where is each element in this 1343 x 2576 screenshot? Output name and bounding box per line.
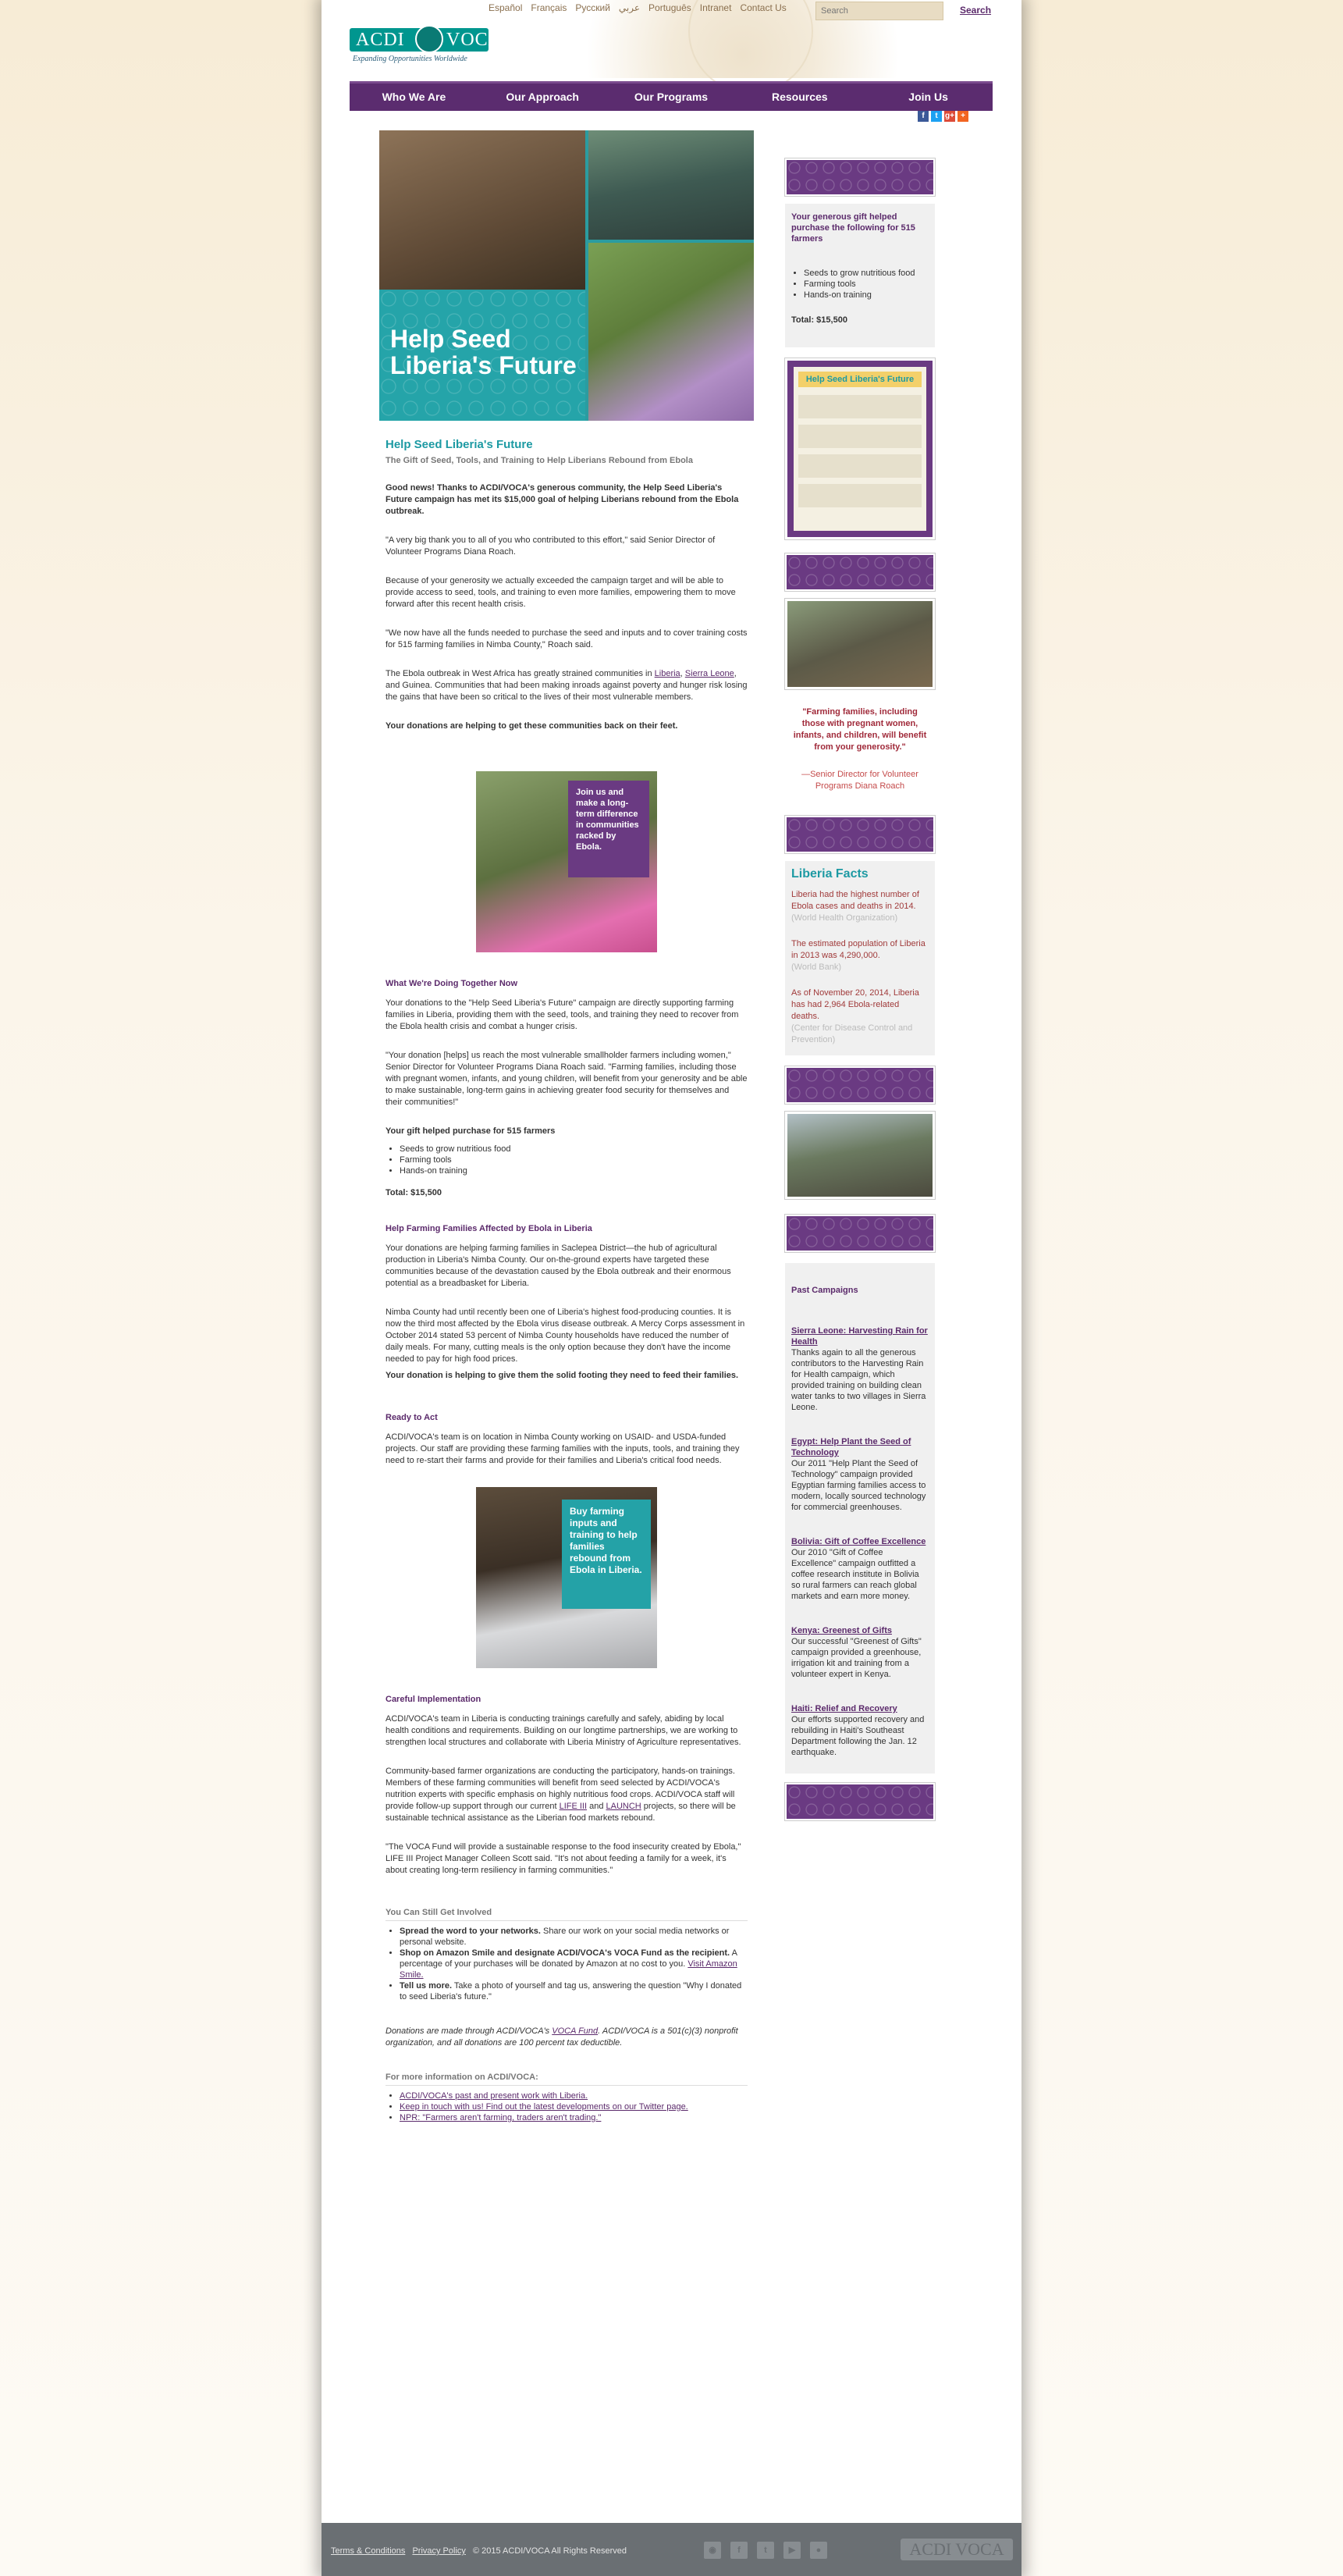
list-item (400, 2090, 748, 2101)
nav-our-programs[interactable]: Our Programs (634, 91, 709, 103)
more-links (400, 2090, 748, 2123)
liberia-facts (785, 861, 935, 1055)
poster-row (798, 454, 922, 478)
fact-text: Liberia had the highest number of Ebola cases and deaths in 2014. (791, 890, 919, 911)
twitter-icon[interactable]: t (757, 2542, 774, 2559)
sidebar-quote-attribution: —Senior Director for Volunteer Programs Diana Roach (801, 770, 918, 791)
fact-source: (World Health Organization) (791, 913, 898, 923)
fact-text: The estimated population of Liberia in 2013 was 4,290,000. (791, 939, 926, 960)
poster-row (798, 484, 922, 507)
hero-image (379, 130, 754, 421)
facebook-icon[interactable]: f (730, 2542, 748, 2559)
paragraph: Your donations are helping farming families in Saclepea District—the hub of agricultural production in Liberia's Nimba County. Our on-the-ground experts have targeted these communities because of the devastation caused by the Ebola outbreak and their enormous potential as a breadbasket for Liberia. (385, 1244, 731, 1288)
paragraph: "We now have all the funds needed to purchase the seed and inputs and to cover training costs for 515 farming families in Nimba County," Roach said. (385, 628, 748, 649)
page-subtitle: The Gift of Seed, Tools, and Training to Help Liberians Rebound from Ebola (385, 456, 693, 465)
contact-link[interactable]: Contact Us (740, 2, 787, 13)
life-iii-link[interactable]: LIFE III (559, 1802, 588, 1811)
poster-row (798, 395, 922, 418)
facebook-icon[interactable]: f (918, 111, 929, 122)
divider (385, 2085, 748, 2086)
text: Take a photo of yourself and tag us, answering the question "Why I donated to seed Liberia's future." (400, 1981, 742, 2001)
amazon-smile-link[interactable]: Visit Amazon Smile. (400, 1959, 737, 1980)
campaign-link[interactable]: Sierra Leone: Harvesting Rain for Health (791, 1326, 928, 1347)
text: The Ebola outbreak in West Africa has greatly strained communities in (385, 669, 655, 678)
copyright: © 2015 ACDI/VOCA All Rights Reserved (472, 2546, 627, 2556)
gift-title: Your gift helped purchase for 515 farmers (385, 1126, 556, 1136)
youtube-icon[interactable]: ▶ (783, 2542, 801, 2559)
campaign-link[interactable]: Egypt: Help Plant the Seed of Technology (791, 1437, 911, 1457)
nav-join-us[interactable]: Join Us (908, 91, 948, 103)
logo-text-right: VOCA (446, 30, 503, 50)
sidebar-quote: "Farming families, including those with pregnant women, infants, and children, will benefit from your generosity." (793, 707, 927, 752)
text: Share our work on your social media networks or personal website. (400, 1927, 730, 1947)
section-title: For more information on ACDI/VOCA: (385, 2073, 538, 2082)
globe-icon (415, 25, 443, 53)
liberia-link[interactable]: Liberia (654, 669, 680, 678)
list-item (400, 1948, 748, 1980)
nav-who-we-are[interactable]: Who We Are (382, 91, 446, 103)
footer-social (704, 2542, 827, 2559)
logo[interactable] (350, 25, 503, 64)
hero-title-line1: Help Seed (390, 325, 511, 353)
nav-our-approach[interactable]: Our Approach (506, 91, 579, 103)
section-title: You Can Still Get Involved (385, 1908, 492, 1917)
rss-icon[interactable]: ◉ (704, 2542, 721, 2559)
search-button[interactable]: Search (960, 5, 992, 16)
lang-link[interactable]: عربي (618, 2, 641, 13)
text: A percentage of your purchases will be donated by Amazon at no cost to you. (400, 1948, 737, 1969)
text: Community-based farmer organizations are conducting the participatory, hands-on trainings. Members of these farming communities will benefit from seed selected by ACDI/VOCA's nutrition experts with specific emphasis on highly nutritious food crops. ACDI/VOCA staff will provide follow-up support through our current (385, 1767, 735, 1811)
paragraph (385, 668, 748, 703)
paragraph: Your donation is helping to give them the solid footing they need to feed their families. (385, 1371, 739, 1380)
past-campaigns-title: Past Campaigns (791, 1286, 858, 1295)
flickr-icon[interactable]: ● (810, 2542, 827, 2559)
campaign-desc: Thanks again to all the generous contributors to the Harvesting Rain for Health campaign, which provided training on building clean water tanks to two villages in Sierra Leone. (791, 1348, 926, 1412)
section-title: Ready to Act (385, 1413, 438, 1422)
list-item: • Hands-on training (804, 290, 929, 301)
photo-farmers-field (785, 599, 935, 689)
google-plus-icon[interactable]: g+ (945, 112, 954, 120)
photo-girl-caption: Join us and make a long-term difference in communities racked by Ebola. (568, 781, 649, 877)
list-item (400, 1926, 748, 1948)
text: projects, so there will be sustainable technical assistance as the Liberian food markets rebound. (385, 1802, 736, 1823)
search-input[interactable] (815, 2, 943, 20)
section-title: What We're Doing Together Now (385, 979, 518, 988)
paragraph: ACDI/VOCA's team is on location in Nimba County working on USAID- and USDA-funded projects. Our staff are providing these farming families with the inputs, tools, and training they need to re-start their farms and provide for their families and Liberia's critical food needs. (385, 1432, 740, 1465)
terms-link[interactable]: Terms & Conditions (331, 2546, 406, 2556)
campaign-link[interactable]: Haiti: Relief and Recovery (791, 1704, 897, 1713)
paragraph: Your donations to the "Help Seed Liberia's Future" campaign are directly supporting farming families in Liberia, providing them with the seed, tools, and training they need to recover from the Ebola health crisis and combat a hunger crisis. (385, 998, 739, 1031)
hero-title-line2: Liberia's Future (390, 351, 577, 379)
hero-photo-child (588, 130, 754, 240)
text: Shop on Amazon Smile and designate ACDI/VOCA's VOCA Fund as the recipient. (400, 1948, 730, 1958)
wave-banner (785, 1215, 935, 1252)
text: Tell us more. (400, 1981, 453, 1991)
launch-link[interactable]: LAUNCH (606, 1802, 641, 1811)
campaign-desc: Our 2010 "Gift of Coffee Excellence" campaign outfitted a coffee research institute in Bolivia so rural farmers can reach global markets and earn more money. (791, 1548, 919, 1601)
main-nav (350, 81, 993, 111)
share-icon[interactable]: + (958, 111, 968, 122)
wave-banner (785, 158, 935, 196)
paragraph: "The VOCA Fund will provide a sustainable response to the food insecurity created by Ebola," LIFE III Project Manager Colleen Scott said. "It's not about feeding a family for a week, it's about creating long-term resiliency in farming communities." (385, 1842, 741, 1875)
fact-text: As of November 20, 2014, Liberia has had 2,964 Ebola-related deaths. (791, 988, 919, 1021)
list-item (400, 2101, 748, 2112)
past-campaigns (785, 1263, 935, 1774)
footer-logo[interactable]: ACDI VOCA (901, 2539, 1013, 2560)
list-item: • Farming tools (804, 279, 929, 290)
section-title: Careful Implementation (385, 1695, 481, 1704)
privacy-link[interactable]: Privacy Policy (412, 2546, 466, 2556)
paragraph (385, 1766, 748, 1824)
main-content (379, 130, 754, 2139)
list-item: • Seeds to grow nutritious food (804, 268, 929, 279)
facts-title: Liberia Facts (791, 867, 869, 881)
list-item: • Seeds to grow nutritious food (400, 1144, 748, 1155)
list-item: • Farming tools (400, 1155, 748, 1165)
photo-girl (476, 771, 657, 952)
paragraph: Your donations are helping to get these communities back on their feet. (385, 721, 678, 731)
gift-total: Total: $15,500 (385, 1188, 442, 1197)
paragraph: ACDI/VOCA's team in Liberia is conducting trainings carefully and safely, abiding by local health conditions and requirements. Building on our longtime partnerships, we are working to strengthen local structures and collaborate with Liberia Ministry of Agriculture representatives. (385, 1714, 741, 1747)
sidebar (785, 158, 935, 1828)
poster-row (798, 425, 922, 448)
intranet-link[interactable]: Intranet (699, 2, 732, 13)
donation-note (385, 2026, 748, 2049)
lang-link[interactable]: Français (531, 2, 567, 13)
fact-source: (Center for Disease Control and Prevention) (791, 1023, 913, 1044)
social-links (918, 111, 968, 122)
voca-fund-link[interactable]: VOCA Fund (552, 2026, 599, 2036)
page-title: Help Seed Liberia's Future (385, 438, 533, 451)
section-title: Help Farming Families Affected by Ebola in Liberia (385, 1224, 592, 1233)
wave-banner (785, 553, 935, 591)
hero-photo-family (379, 130, 585, 290)
campaign-desc: Our successful "Greenest of Gifts" campaign provided a greenhouse, irrigation kit and training from a volunteer expert in Kenya. (791, 1637, 922, 1679)
text: . ACDI/VOCA is a 501(c)(3) nonprofit organization, and all donations are 100 percent tax deductible. (385, 2026, 738, 2048)
sierra-leone-link[interactable]: Sierra Leone (684, 669, 734, 678)
hero-photo-woman (588, 243, 754, 421)
list-item: • Hands-on training (400, 1165, 748, 1176)
sidebar-gift-title: Your generous gift helped purchase the following for 515 farmers (791, 212, 915, 244)
list-item (400, 1980, 748, 2002)
paragraph: "Your donation [helps] us reach the most vulnerable smallholder farmers including women," Senior Director for Volunteer Programs Diana Roach said. "Farming families, including those with pregnant women, infants, and young children, will benefit from your generosity and be able to make sustainable, long-term gains in achieving greater food security for themselves and their communities!" (385, 1051, 748, 1107)
lang-link[interactable]: Español (489, 2, 523, 13)
fact-source: (World Bank) (791, 962, 841, 972)
sidebar-gift-list (804, 268, 929, 301)
list-item (400, 2112, 748, 2123)
poster-title: Help Seed Liberia's Future (798, 372, 922, 387)
logo-tagline: Expanding Opportunities Worldwide (353, 55, 467, 63)
photo-farmers-group (785, 1112, 935, 1199)
text: Spread the word to your networks. (400, 1927, 541, 1936)
logo-text-left: ACDI (356, 30, 405, 50)
hero-title (390, 326, 577, 379)
paragraph: Nimba County had until recently been one of Liberia's highest food-producing counties. It is now the third most affected by the Ebola virus disease outbreak. A Mercy Corps assessment in October 2014 stated 53 percent of Nimba County households have reduced the number of daily meals. For many, cutting meals is the only option because they don't have the income needed to pay for high food prices. (385, 1308, 745, 1364)
paragraph: Because of your generosity we actually exceeded the campaign target and will be able to provide access to seed, tools, and training to even more families, empowering them to move forward after this recent health crisis. (385, 576, 736, 609)
sidebar-gift-box (785, 204, 935, 347)
campaign-desc: Our 2011 "Help Plant the Seed of Technology" campaign provided Egyptian farming families access to modern, locally sourced technology for commercial greenhouses. (791, 1459, 926, 1512)
text: , (680, 669, 685, 678)
lang-link[interactable]: Русский (575, 2, 610, 13)
page (322, 0, 1021, 2576)
divider (385, 1920, 748, 1921)
globe-graphic (688, 0, 813, 94)
text: Donations are made through ACDI/VOCA's (385, 2026, 552, 2036)
nav-resources[interactable]: Resources (771, 91, 828, 103)
intro-paragraph: Good news! Thanks to ACDI/VOCA's generous community, the Help Seed Liberia's Future campaign has met its $15,000 goal of helping Liberians rebound from the Ebola outbreak. (385, 483, 739, 516)
twitter-icon[interactable]: t (931, 111, 942, 122)
campaign-desc: Our efforts supported recovery and rebuilding in Haiti's Southeast Department following the Jan. 12 earthquake. (791, 1715, 925, 1757)
sidebar-gift-total: Total: $15,500 (791, 315, 847, 325)
campaign-link[interactable]: Bolivia: Gift of Coffee Excellence (791, 1537, 926, 1546)
language-links (489, 2, 787, 13)
photo-farmer (476, 1487, 657, 1668)
wave-banner (785, 1783, 935, 1820)
lang-link[interactable]: Português (648, 2, 691, 13)
paragraph: "A very big thank you to all of you who contributed to this effort," said Senior Director of Volunteer Programs Diana Roach. (385, 535, 716, 557)
liberia-work-link[interactable]: ACDI/VOCA's past and present work with Liberia. (400, 2091, 588, 2101)
footer (322, 2523, 1021, 2576)
twitter-page-link[interactable]: Keep in touch with us! Find out the latest developments on our Twitter page. (400, 2102, 688, 2112)
wave-banner (785, 816, 935, 853)
npr-link[interactable]: NPR: "Farmers aren't farming, traders aren't trading." (400, 2113, 602, 2122)
involve-list (400, 1926, 748, 2002)
wave-banner (785, 1066, 935, 1104)
text: , and Guinea. Communities that had been making inroads against poverty and hunger risk losing the gains that have been so critical to the lives of their most vulnerable members. (385, 669, 748, 702)
text: and (587, 1802, 606, 1811)
gift-list (400, 1144, 748, 1176)
photo-farmer-caption: Buy farming inputs and training to help families rebound from Ebola in Liberia. (562, 1500, 651, 1609)
infographic-poster (785, 358, 935, 539)
campaign-link[interactable]: Kenya: Greenest of Gifts (791, 1626, 892, 1635)
footer-links (331, 2546, 627, 2556)
